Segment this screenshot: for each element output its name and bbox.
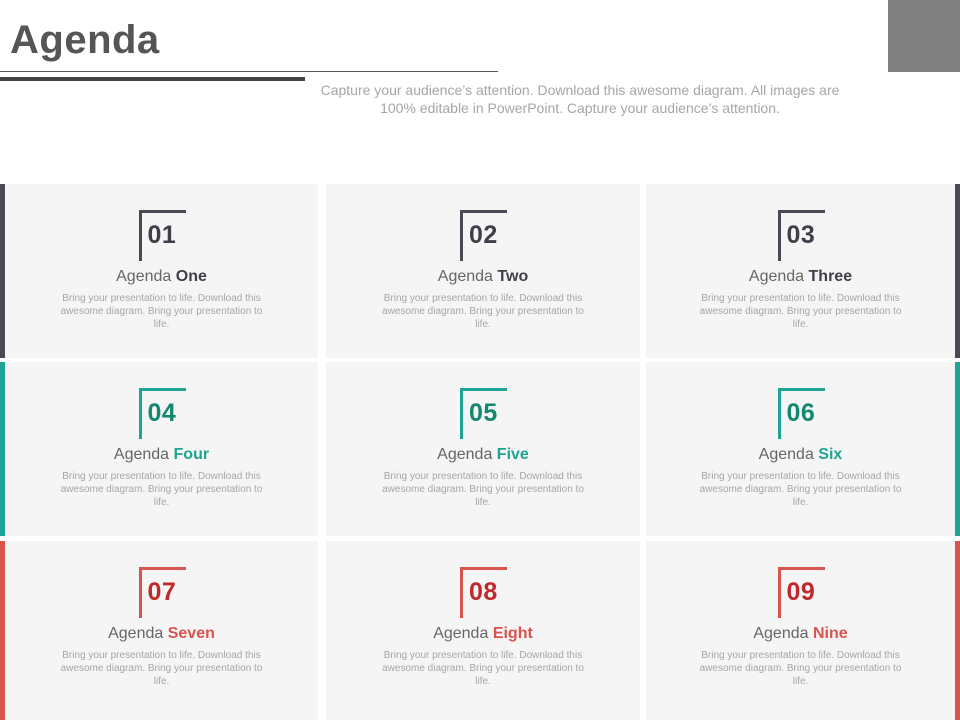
agenda-number: 09 xyxy=(786,578,816,606)
agenda-heading-word: Two xyxy=(497,268,529,285)
agenda-description: Bring your presentation to life. Download this awesome diagram. Bring your presentation to life. xyxy=(699,471,902,508)
agenda-number-badge xyxy=(139,210,187,260)
agenda-description: Bring your presentation to life. Download this awesome diagram. Bring your presentation to life. xyxy=(382,471,584,508)
row-accent-right xyxy=(955,362,960,536)
agenda-heading-label: Agenda xyxy=(753,625,809,642)
agenda-heading xyxy=(326,625,640,643)
agenda-description: Bring your presentation to life. Download this awesome diagram. Bring your presentation to life. xyxy=(60,293,263,330)
agenda-heading-word: Four xyxy=(173,446,210,463)
agenda-number-badge xyxy=(139,567,187,617)
agenda-heading-word: One xyxy=(175,268,207,285)
agenda-description: Bring your presentation to life. Download this awesome diagram. Bring your presentation to life. xyxy=(382,650,584,687)
corner-accent-box xyxy=(888,0,960,72)
agenda-heading xyxy=(646,446,955,464)
agenda-number: 07 xyxy=(147,578,177,606)
agenda-row-2 xyxy=(0,362,960,536)
agenda-heading-label: Agenda xyxy=(433,625,489,642)
agenda-item-01 xyxy=(5,184,318,358)
agenda-number-badge xyxy=(460,567,508,617)
agenda-number: 04 xyxy=(147,399,177,427)
agenda-description: Bring your presentation to life. Download this awesome diagram. Bring your presentation to life. xyxy=(699,650,902,687)
page-subtitle: Capture your audience’s attention. Download this awesome diagram. All images are 100% editable in PowerPoint. Capture your audience’s attention. xyxy=(320,82,840,116)
agenda-heading xyxy=(5,268,318,286)
agenda-number: 02 xyxy=(469,221,498,249)
agenda-item-04 xyxy=(5,362,318,536)
agenda-number-badge xyxy=(460,210,508,260)
agenda-number-badge xyxy=(460,388,508,438)
agenda-heading xyxy=(5,625,318,643)
agenda-heading-label: Agenda xyxy=(113,446,170,463)
agenda-number: 06 xyxy=(786,399,816,427)
agenda-heading xyxy=(326,446,640,464)
agenda-item-03 xyxy=(646,184,955,358)
title-underline-thin xyxy=(0,71,498,72)
agenda-number-badge xyxy=(778,388,826,438)
agenda-row-1 xyxy=(0,184,960,358)
agenda-item-05 xyxy=(326,362,640,536)
agenda-item-02 xyxy=(326,184,640,358)
agenda-number-badge xyxy=(139,388,187,438)
row-accent-right xyxy=(955,541,960,720)
agenda-number-badge xyxy=(778,210,826,260)
agenda-heading xyxy=(646,625,955,643)
agenda-heading-word: Seven xyxy=(167,625,215,642)
page-title: Agenda xyxy=(10,18,160,62)
agenda-heading xyxy=(326,268,640,286)
agenda-description: Bring your presentation to life. Download this awesome diagram. Bring your presentation to life. xyxy=(60,471,263,508)
agenda-item-06 xyxy=(646,362,955,536)
agenda-number: 05 xyxy=(469,399,498,427)
agenda-number-badge xyxy=(778,567,826,617)
agenda-description: Bring your presentation to life. Download this awesome diagram. Bring your presentation to life. xyxy=(60,650,263,687)
agenda-number: 03 xyxy=(786,221,816,249)
agenda-item-09 xyxy=(646,541,955,720)
agenda-description: Bring your presentation to life. Download this awesome diagram. Bring your presentation to life. xyxy=(382,293,584,330)
agenda-heading-word: Nine xyxy=(812,625,848,642)
agenda-heading-word: Five xyxy=(496,446,529,463)
agenda-heading-label: Agenda xyxy=(116,268,172,285)
agenda-heading-word: Eight xyxy=(492,625,533,642)
agenda-heading xyxy=(5,446,318,464)
agenda-heading-label: Agenda xyxy=(437,446,493,463)
agenda-heading-label: Agenda xyxy=(108,625,164,642)
agenda-heading-label: Agenda xyxy=(758,446,814,463)
agenda-heading xyxy=(646,268,955,286)
agenda-number: 08 xyxy=(469,578,498,606)
agenda-number: 01 xyxy=(147,221,177,249)
agenda-heading-label: Agenda xyxy=(748,268,805,285)
row-accent-right xyxy=(955,184,960,358)
agenda-item-07 xyxy=(5,541,318,720)
agenda-item-08 xyxy=(326,541,640,720)
title-underline-thick xyxy=(0,77,305,81)
agenda-heading-label: Agenda xyxy=(437,268,493,285)
agenda-heading-word: Six xyxy=(818,446,843,463)
agenda-heading-word: Three xyxy=(808,268,853,285)
agenda-row-3 xyxy=(0,541,960,720)
agenda-description: Bring your presentation to life. Download this awesome diagram. Bring your presentation to life. xyxy=(699,293,902,330)
